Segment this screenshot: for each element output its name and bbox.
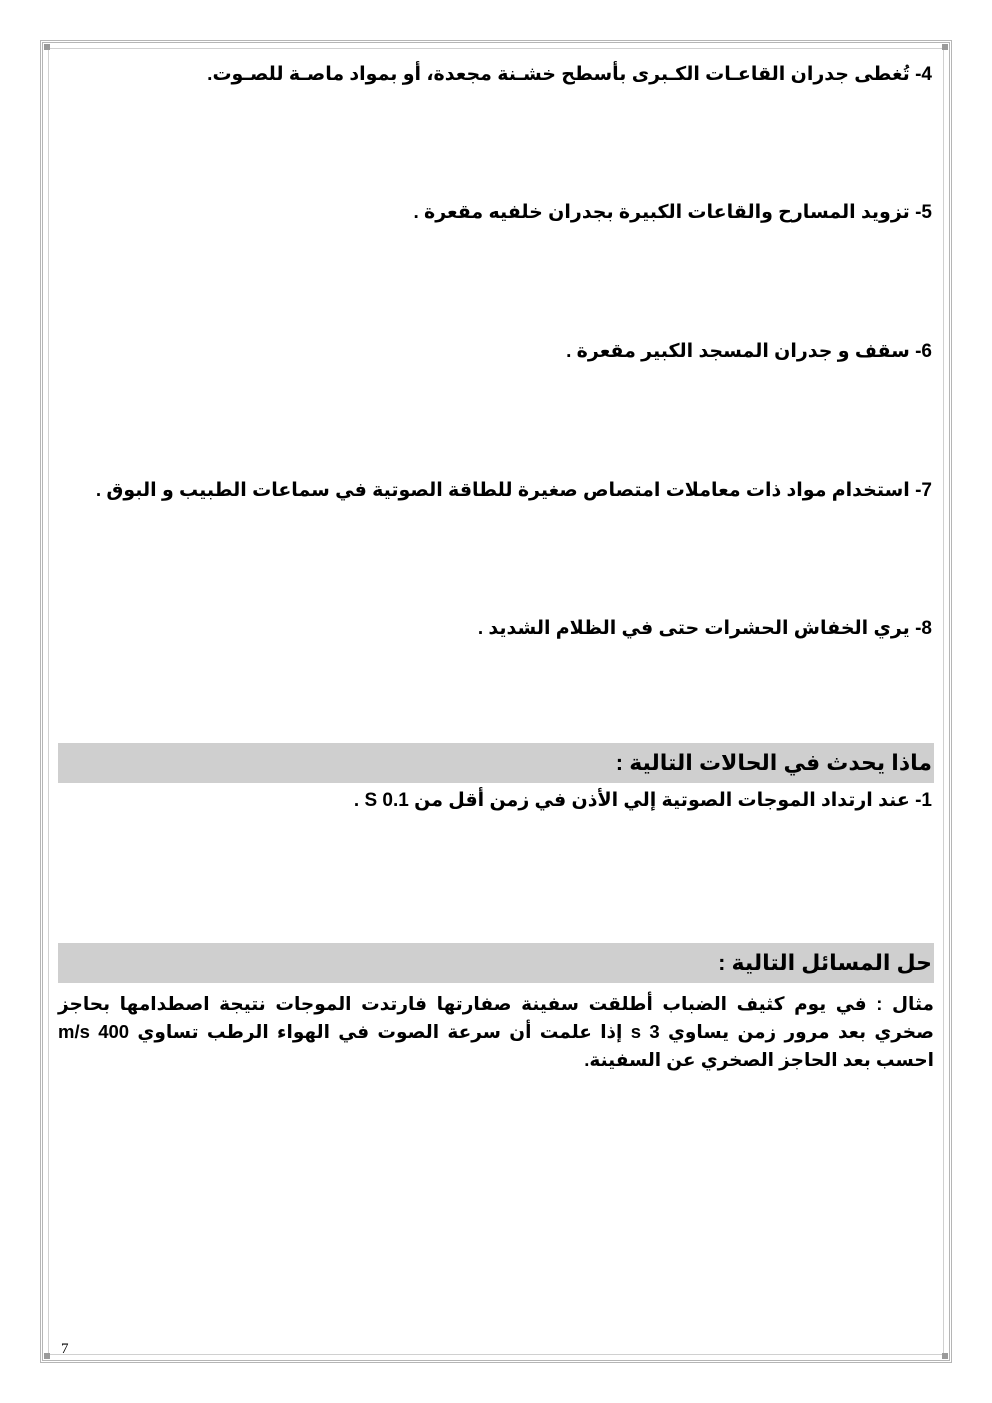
page-border-inner [48, 48, 944, 1355]
border-corner [44, 1353, 50, 1359]
example-problem: مثال : في يوم كثيف الضباب أطلقت سفينة صفارتها فارتدت الموجات نتيجة اصطدامها بحاجز صخري بعد مرور زمن يساوي 3 s إذا علمت أن سرعة الصوت في الهواء الرطب تساوي 400 m/s احسب بعد الحاجز الصخري عن السفينة. [58, 993, 935, 1070]
page-number: 7 [61, 1341, 69, 1357]
border-corner [942, 44, 948, 50]
what-happens-item-1: 1- عند ارتداد الموجات الصوتية إلي الأذن في زمن أقل من 0.1 S . [353, 790, 932, 811]
section-heading-problems: حل المسائل التالية : [58, 943, 934, 983]
question-4: 4- تُغطى جدران القاعـات الكـبرى بأسطح خشـنة مجعدة، أو بمواد ماصـة للصـوت. [207, 64, 932, 85]
question-5: 5- تزويد المسارح والقاعات الكبيرة بجدران خلفيه مقعرة . [413, 202, 932, 223]
question-7: 7- استخدام مواد ذات معاملات امتصاص صغيرة للطاقة الصوتية في سماعات الطبيب و البوق . [95, 480, 932, 501]
border-corner [942, 1353, 948, 1359]
question-8: 8- يري الخفاش الحشرات حتى في الظلام الشديد . [477, 618, 932, 639]
section-heading-what-happens: ماذا يحدث في الحالات التالية : [58, 743, 934, 783]
border-corner [44, 44, 50, 50]
question-6: 6- سقف و جدران المسجد الكبير مقعرة . [566, 341, 932, 362]
